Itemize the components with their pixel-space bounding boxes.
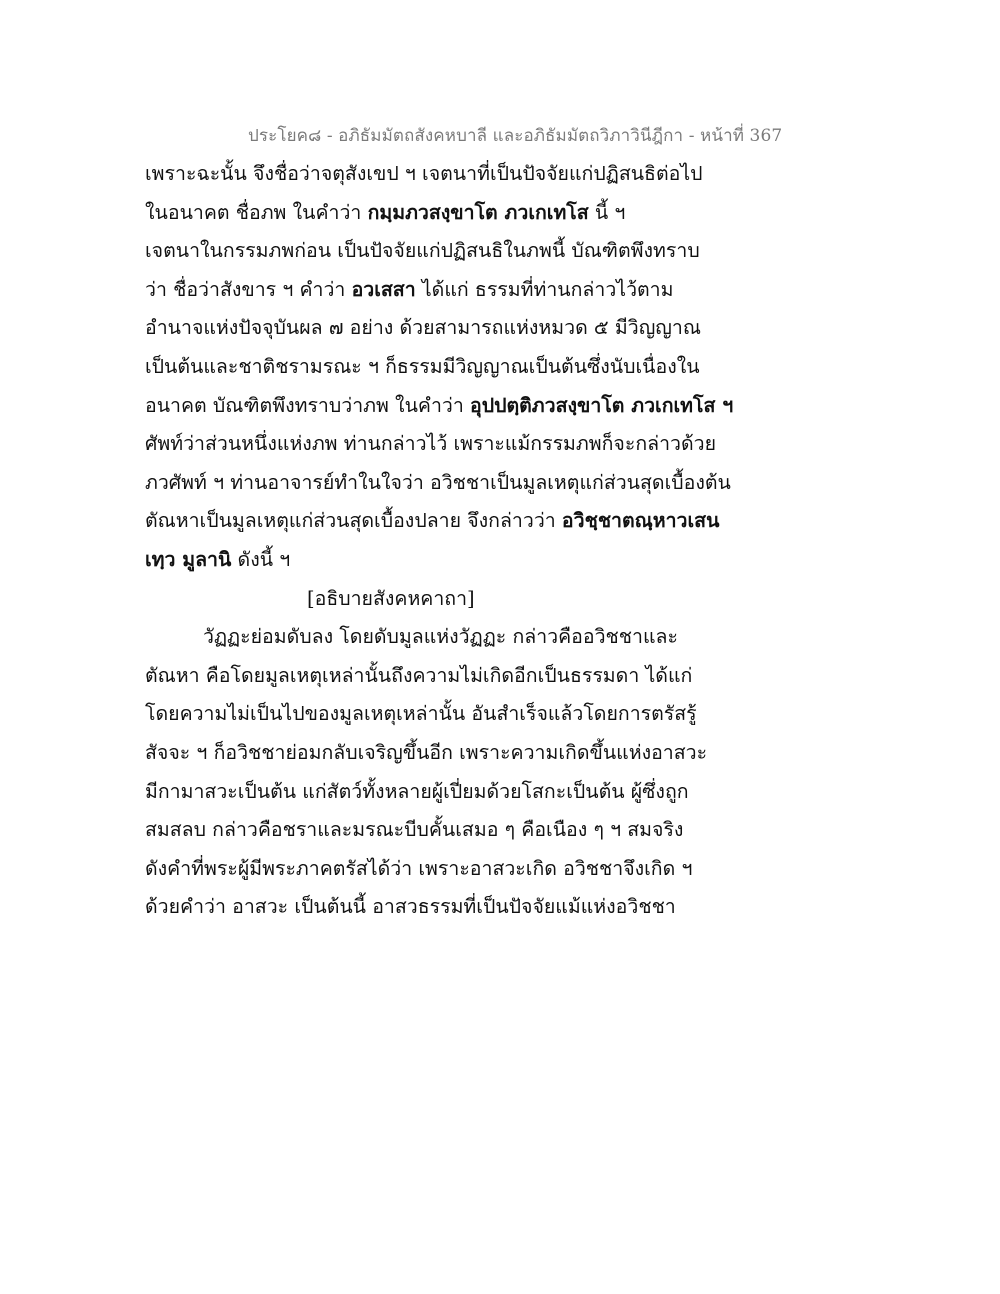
text-line [145, 276, 745, 315]
pali-term: กมฺมภวสงฺขาโต ภวเกเทโส [367, 200, 589, 224]
text-span: ว่า ชื่อว่าสังขาร ฯ คำว่า [145, 277, 346, 301]
text-line: เป็นต้นและชาติชรามรณะ ฯ ก็ธรรมมีวิญญาณเป็นต้นซึ่งนับเนื่องใน [145, 354, 700, 378]
text-line: อำนาจแห่งปัจจุบันผล ๗ อย่าง ด้วยสามารถแห่งหมวด ๕ มีวิญญาณ [145, 316, 701, 340]
text-line: ศัพท์ว่าส่วนหนึ่งแห่งภพ ท่านกล่าวไว้ เพราะแม้กรรมภพก็จะกล่าวด้วย [145, 432, 717, 456]
body-text [145, 160, 745, 932]
section-heading: [อธิบายสังคหคาถา] [307, 586, 475, 610]
text-line: เจตนาในกรรมภพก่อน เป็นปัจจัยแก่ปฏิสนธิในภพนี้ บัณฑิตพึงทราบ [145, 239, 700, 263]
text-span: นี้ ฯ [594, 200, 626, 224]
text-span: ตัณหาเป็นมูลเหตุแก่ส่วนสุดเบื้องปลาย จึงกล่าวว่า [145, 509, 556, 533]
text-line: ภวศัพท์ ฯ ท่านอาจารย์ทำในใจว่า อวิชชาเป็นมูลเหตุแก่ส่วนสุดเบื้องต้น [145, 470, 731, 494]
text-line: ดังคำที่พระผู้มีพระภาคตรัสได้ว่า เพราะอาสวะเกิด อวิชชาจึงเกิด ฯ [145, 856, 693, 880]
text-line: วัฏฏะย่อมดับลง โดยดับมูลแห่งวัฏฏะ กล่าวคืออวิชชาและ [203, 625, 678, 649]
text-line: โดยความไม่เป็นไปของมูลเหตุเหล่านั้น อันสำเร็จแล้วโดยการตรัสรู้ [145, 702, 697, 726]
text-line [145, 199, 745, 238]
pali-term: เทฺว มูลานิ [145, 547, 232, 571]
pali-term: อวิชฺชาตณฺหาวเสน [561, 509, 720, 533]
text-line [145, 546, 745, 585]
text-span: ดังนี้ ฯ [237, 547, 291, 571]
text-line [145, 507, 745, 546]
text-line: ด้วยคำว่า อาสวะ เป็นต้นนี้ อาสวธรรมที่เป็นปัจจัยแม้แห่งอวิชชา [145, 895, 676, 919]
text-span: อนาคต บัณฑิตพึงทราบว่าภพ ในคำว่า [145, 393, 464, 417]
pali-term: อวเสสา [351, 277, 416, 301]
text-line: สมสลบ กล่าวคือชราและมรณะบีบคั้นเสมอ ๆ คือเนือง ๆ ฯ สมจริง [145, 818, 684, 842]
text-line [145, 392, 745, 431]
pali-term: อุปปตฺติภวสงฺขาโต ภวเกเทโส ฯ [470, 393, 734, 417]
text-line: เพราะฉะนั้น จึงชื่อว่าจตุสังเขป ฯ เจตนาที่เป็นปัจจัยแก่ปฏิสนธิต่อไป [145, 162, 703, 185]
text-span: ได้แก่ ธรรมที่ท่านกล่าวไว้ตาม [421, 277, 674, 301]
text-line: สัจจะ ฯ ก็อวิชชาย่อมกลับเจริญขึ้นอีก เพราะความเกิดขึ้นแห่งอาสวะ [145, 740, 708, 764]
text-line: ตัณหา คือโดยมูลเหตุเหล่านั้นถึงความไม่เกิดอีกเป็นธรรมดา ได้แก่ [145, 663, 693, 687]
text-span: ในอนาคต ชื่อภพ ในคำว่า [145, 200, 362, 224]
text-line: มีกามาสวะเป็นต้น แก่สัตว์ทั้งหลายผู้เปี่ยมด้วยโสกะเป็นต้น ผู้ซึ่งถูก [145, 779, 689, 803]
page-header: ประโยค๘ - อภิธัมมัตถสังคหบาลี และอภิธัมมัตถวิภาวินีฎีกา - หน้าที่ 367 [248, 126, 783, 146]
